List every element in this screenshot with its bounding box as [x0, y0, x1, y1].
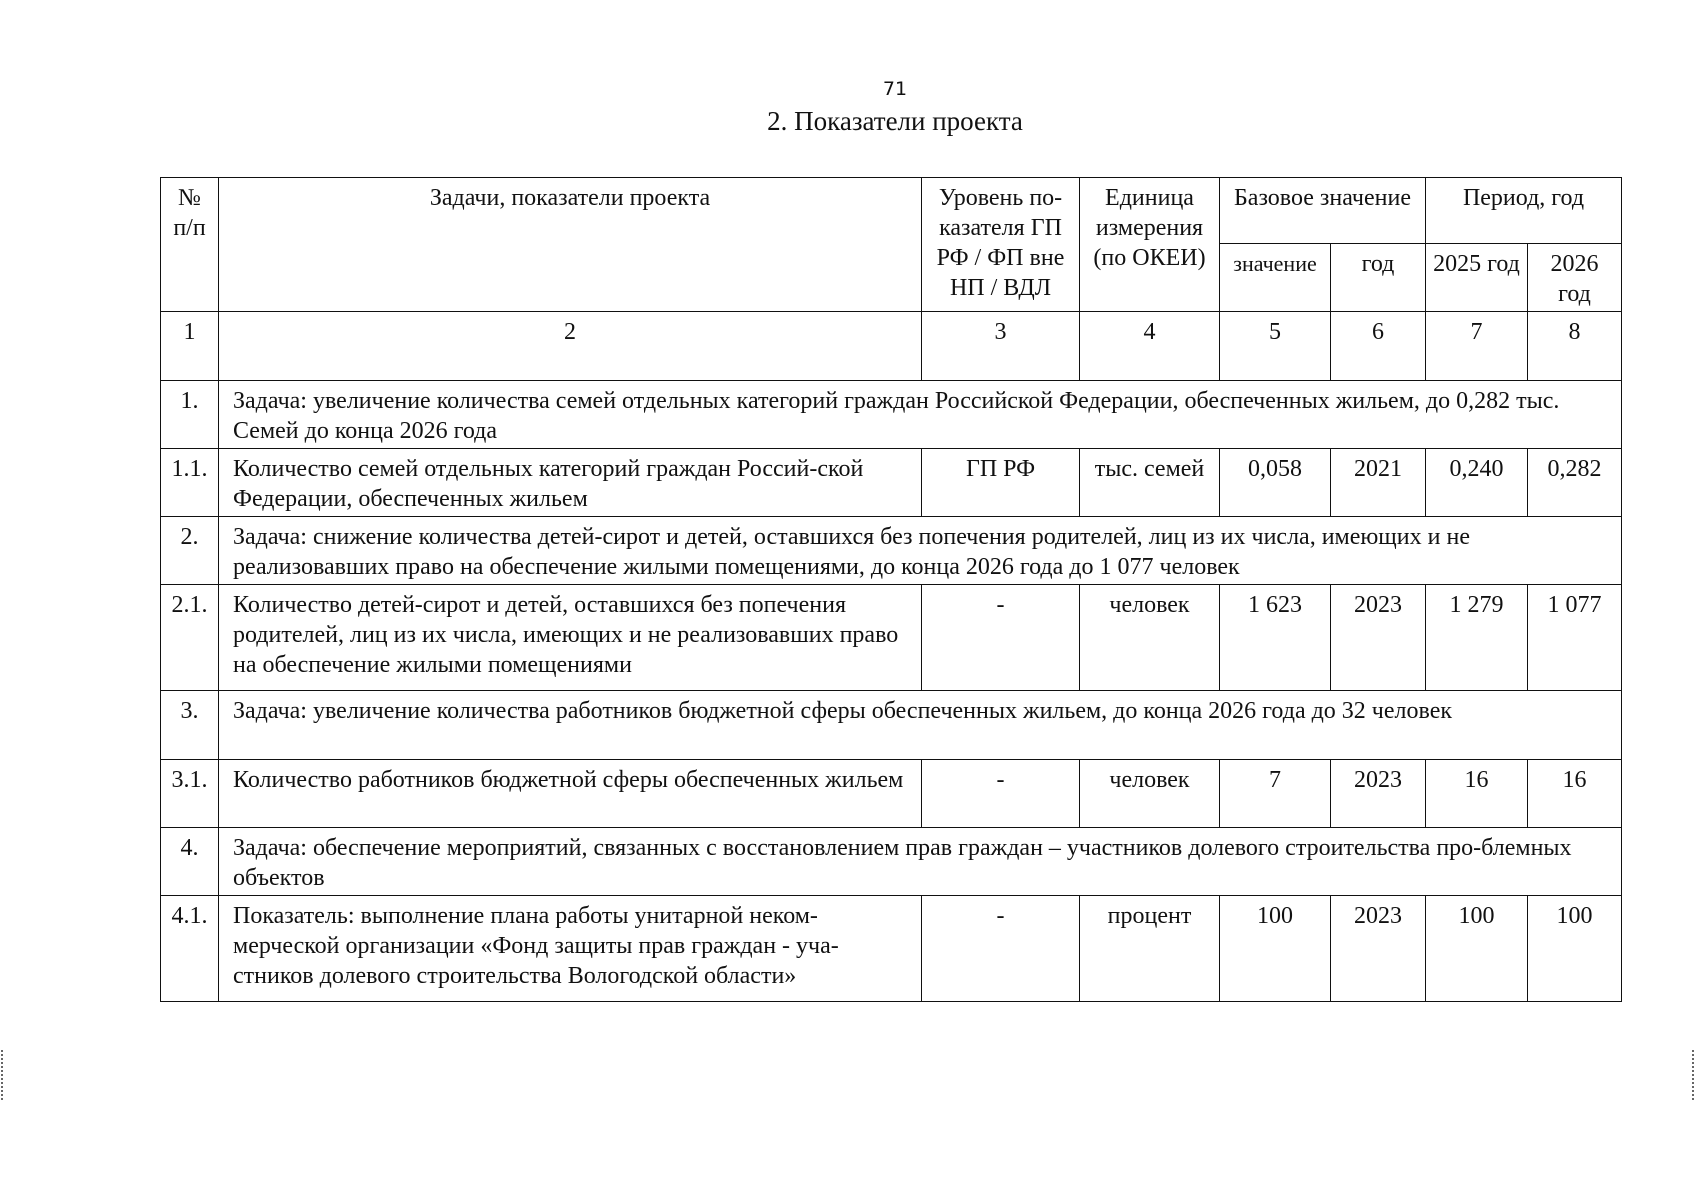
indicator-unit: человек [1080, 585, 1220, 691]
indicator-number: 2.1. [161, 585, 219, 691]
indicator-name: Количество детей-сирот и детей, оставшихся без попечения родителей, лиц из их числа, имеющих и не реализовавших право на обеспечение жилыми помещениями [219, 585, 922, 691]
column-numbers-row [161, 312, 1622, 381]
header-tasks: Задачи, показатели проекта [219, 178, 922, 312]
page-title: 2. Показатели проекта [767, 106, 1023, 136]
column-number: 3 [922, 312, 1080, 381]
header-level: Уровень по-казателя ГП РФ / ФП вне НП / ВДЛ [922, 178, 1080, 312]
column-number: 6 [1331, 312, 1426, 381]
indicator-number: 3.1. [161, 760, 219, 828]
indicator-unit: тыс. семей [1080, 449, 1220, 517]
indicator-base-value: 100 [1220, 896, 1331, 1002]
task-row [161, 828, 1622, 896]
indicator-row [161, 449, 1622, 517]
indicator-value-2025: 100 [1426, 896, 1528, 1002]
indicator-row [161, 585, 1622, 691]
indicator-base-value: 1 623 [1220, 585, 1331, 691]
indicator-base-year: 2023 [1331, 896, 1426, 1002]
scan-edge-mark [1, 1050, 4, 1100]
header-base-year: год [1331, 244, 1426, 312]
indicator-base-year: 2023 [1331, 760, 1426, 828]
indicator-level: - [922, 585, 1080, 691]
task-text: Задача: увеличение количества семей отдельных категорий граждан Российской Федерации, обеспеченных жильем, до 0,282 тыс. Семей до конца 2026 года [219, 381, 1622, 449]
task-number: 3. [161, 691, 219, 760]
indicator-level: - [922, 760, 1080, 828]
task-row [161, 517, 1622, 585]
indicator-name: Количество семей отдельных категорий граждан Россий-ской Федерации, обеспеченных жильем [219, 449, 922, 517]
task-row [161, 691, 1622, 760]
column-number: 8 [1528, 312, 1622, 381]
indicator-value-2025: 16 [1426, 760, 1528, 828]
indicator-value-2026: 100 [1528, 896, 1622, 1002]
indicator-level: ГП РФ [922, 449, 1080, 517]
indicator-unit: человек [1080, 760, 1220, 828]
indicator-value-2026: 0,282 [1528, 449, 1622, 517]
indicator-base-value: 7 [1220, 760, 1331, 828]
task-row [161, 381, 1622, 449]
indicator-unit: процент [1080, 896, 1220, 1002]
header-unit: Единица измерения (по ОКЕИ) [1080, 178, 1220, 312]
header-year-2025: 2025 год [1426, 244, 1528, 312]
scan-edge-mark [1692, 1050, 1695, 1100]
column-number: 4 [1080, 312, 1220, 381]
task-text: Задача: обеспечение мероприятий, связанных с восстановлением прав граждан – участников долевого строительства про-блемных объектов [219, 828, 1622, 896]
task-number: 4. [161, 828, 219, 896]
indicator-row [161, 896, 1622, 1002]
header-row-top [161, 178, 1622, 244]
column-number: 7 [1426, 312, 1528, 381]
indicator-name: Показатель: выполнение плана работы унитарной неком-мерческой организации «Фонд защиты прав граждан - уча-стников долевого строительства Вологодской области» [219, 896, 922, 1002]
header-period: Период, год [1426, 178, 1622, 244]
indicator-base-year: 2021 [1331, 449, 1426, 517]
page-number: 71 [882, 78, 908, 100]
indicator-value-2025: 0,240 [1426, 449, 1528, 517]
column-number: 1 [161, 312, 219, 381]
indicator-value-2026: 1 077 [1528, 585, 1622, 691]
header-base-value: значение [1220, 244, 1331, 312]
indicators-table [160, 177, 1622, 1002]
indicator-level: - [922, 896, 1080, 1002]
indicator-row [161, 760, 1622, 828]
header-base: Базовое значение [1220, 178, 1426, 244]
indicator-base-value: 0,058 [1220, 449, 1331, 517]
column-number: 2 [219, 312, 922, 381]
task-number: 2. [161, 517, 219, 585]
indicator-value-2025: 1 279 [1426, 585, 1528, 691]
header-num: № п/п [161, 178, 219, 312]
indicator-value-2026: 16 [1528, 760, 1622, 828]
header-year-2026: 2026 год [1528, 244, 1622, 312]
task-number: 1. [161, 381, 219, 449]
indicator-name: Количество работников бюджетной сферы обеспеченных жильем [219, 760, 922, 828]
task-text: Задача: увеличение количества работников бюджетной сферы обеспеченных жильем, до конца 2026 года до 32 человек [219, 691, 1622, 760]
task-text: Задача: снижение количества детей-сирот и детей, оставшихся без попечения родителей, лиц из их числа, имеющих и не реализовавших право на обеспечение жилыми помещениями, до конца 2026 года до 1 077 человек [219, 517, 1622, 585]
column-number: 5 [1220, 312, 1331, 381]
indicator-number: 4.1. [161, 896, 219, 1002]
indicator-number: 1.1. [161, 449, 219, 517]
indicator-base-year: 2023 [1331, 585, 1426, 691]
